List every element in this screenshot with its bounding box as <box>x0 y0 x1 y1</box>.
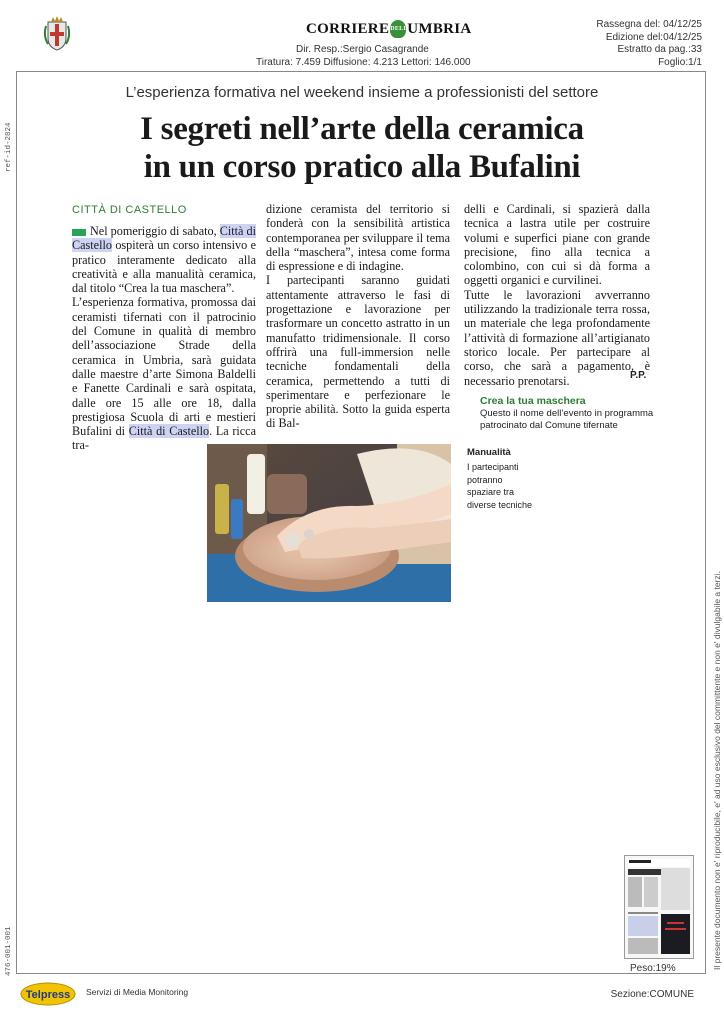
col3-p2: Tutte le lavorazioni avverranno utilizzando la tradizionale terra rossa, un materiale che lega profondamente l’attività di formazione all’artigianato storico locale. Per partecipare al corso, che sarà a pagamento, è necessario prenotarsi. <box>464 287 650 388</box>
ref-id-bottom <box>3 920 15 980</box>
ref-code-text: 476-001-001 <box>5 926 13 976</box>
article-column-2 <box>266 202 450 431</box>
press-review-meta <box>596 19 702 69</box>
logo-text-left: CORRIERE <box>306 20 390 37</box>
rassegna-date: Rassegna del: 04/12/25 <box>596 19 702 30</box>
author-signature: P.P. <box>630 370 647 381</box>
col3-p1: delli e Cardinali, si spazierà dalla tecnica a lastra utile per costruire volumi e superfici piane con grande precisione, fino alla tecnica a colombino, con cui si dà forma a oggetti organici e curvilinei. <box>464 202 650 288</box>
section-footer: Sezione:COMUNE <box>610 989 694 1000</box>
edizione-date: Edizione del:04/12/25 <box>605 31 702 43</box>
photo-caption-text: I partecipanti potranno spaziare tra diverse tecniche <box>467 462 533 510</box>
estratto-page: Estratto da pag.:33 <box>617 44 702 55</box>
col1-p2-a: L’esperienza formativa, promossa dai ceramisti tifernati con il patrocinio del Comune in qualità di membro dell’associazione Strade della ceramica in Umbria, sarà guidata dalle maestre d’arte Simona Baldelli e Fanette Cardinali e sarà ospitata, dalle ore 15 alle ore 18, dalla prestigiosa Scuola di arti e mestieri Bufalini di <box>72 295 256 439</box>
page-thumbnail <box>624 855 694 959</box>
article-column-1 <box>72 224 256 453</box>
sidebox-text: Questo il nome dell’evento in programma patrocinato dal Comune tifernate <box>480 408 654 431</box>
weight-label: Peso:19% <box>630 963 676 974</box>
title-line-2: in un corso pratico alla Bufalini <box>143 149 581 185</box>
pottery-photo <box>207 444 451 602</box>
section-label: CITTÀ DI CASTELLO <box>72 204 187 216</box>
city-highlight-1: Città di Castello <box>72 224 256 253</box>
ref-id-top <box>3 124 15 174</box>
col2-p2: I partecipanti saranno guidati attentamente attraverso le fasi di progettazione e lavorazione per trasformare un concetto astratto in un manufatto tridimensionale. Il corso offrirà una full-immersion nelle tecniche fondamentali della ceramica, permettendo a tutti di sperimentare e perfezionare le proprie abilità. Sotto la guida esperta di Bal- <box>266 273 450 431</box>
photo-caption-title: Manualità <box>467 447 511 458</box>
city-highlight-2: Città di Castello <box>128 424 210 439</box>
lead-marker <box>72 229 86 236</box>
municipal-crest-icon <box>42 16 72 52</box>
logo-badge: DELL' <box>390 20 406 38</box>
director-line: Dir. Resp.:Sergio Casagrande <box>296 44 429 55</box>
telpress-logo-text: Telpress <box>25 989 71 1001</box>
logo-text-right: UMBRIA <box>407 20 472 37</box>
col1-p1-a: Nel pomeriggio di sabato, <box>90 224 217 238</box>
col1-p1-b: ospiterà un corso intensivo e pratico interamente dedicato alla creatività e alla manualità ceramica, dal titolo “Crea la tua maschera”. <box>72 238 256 296</box>
article-title <box>0 110 724 186</box>
sidebox-title: Crea la tua maschera <box>480 395 586 407</box>
col2-p1: dizione ceramista del territorio si fonderà con la sensibilità artistica contemporanea per sviluppare il tema della “maschera”, intesa come forma di espressione e di indagine. <box>266 202 450 274</box>
article-kicker: L’esperienza formativa nel weekend insieme a professionisti del settore <box>125 84 599 101</box>
col1-p2-b: . La ricca tra- <box>72 424 257 453</box>
services-label: Servizi di Media Monitoring <box>86 987 189 997</box>
ref-id-text: ref-id-2824 <box>5 122 13 172</box>
telpress-logo <box>20 982 76 1006</box>
article-column-3 <box>464 202 650 388</box>
circulation-line: Tiratura: 7.459 Diffusione: 4.213 Lettori: 146.000 <box>256 57 471 68</box>
foglio-count: Foglio:1/1 <box>658 56 702 68</box>
title-line-1: I segreti nell’arte della ceramica <box>140 111 584 147</box>
newspaper-logo <box>306 18 472 40</box>
copyright-disclaimer: Il presente documento non e' riproducibile, e' ad uso esclusivo del committente e non e' divulgabile a terzi. <box>712 571 722 970</box>
